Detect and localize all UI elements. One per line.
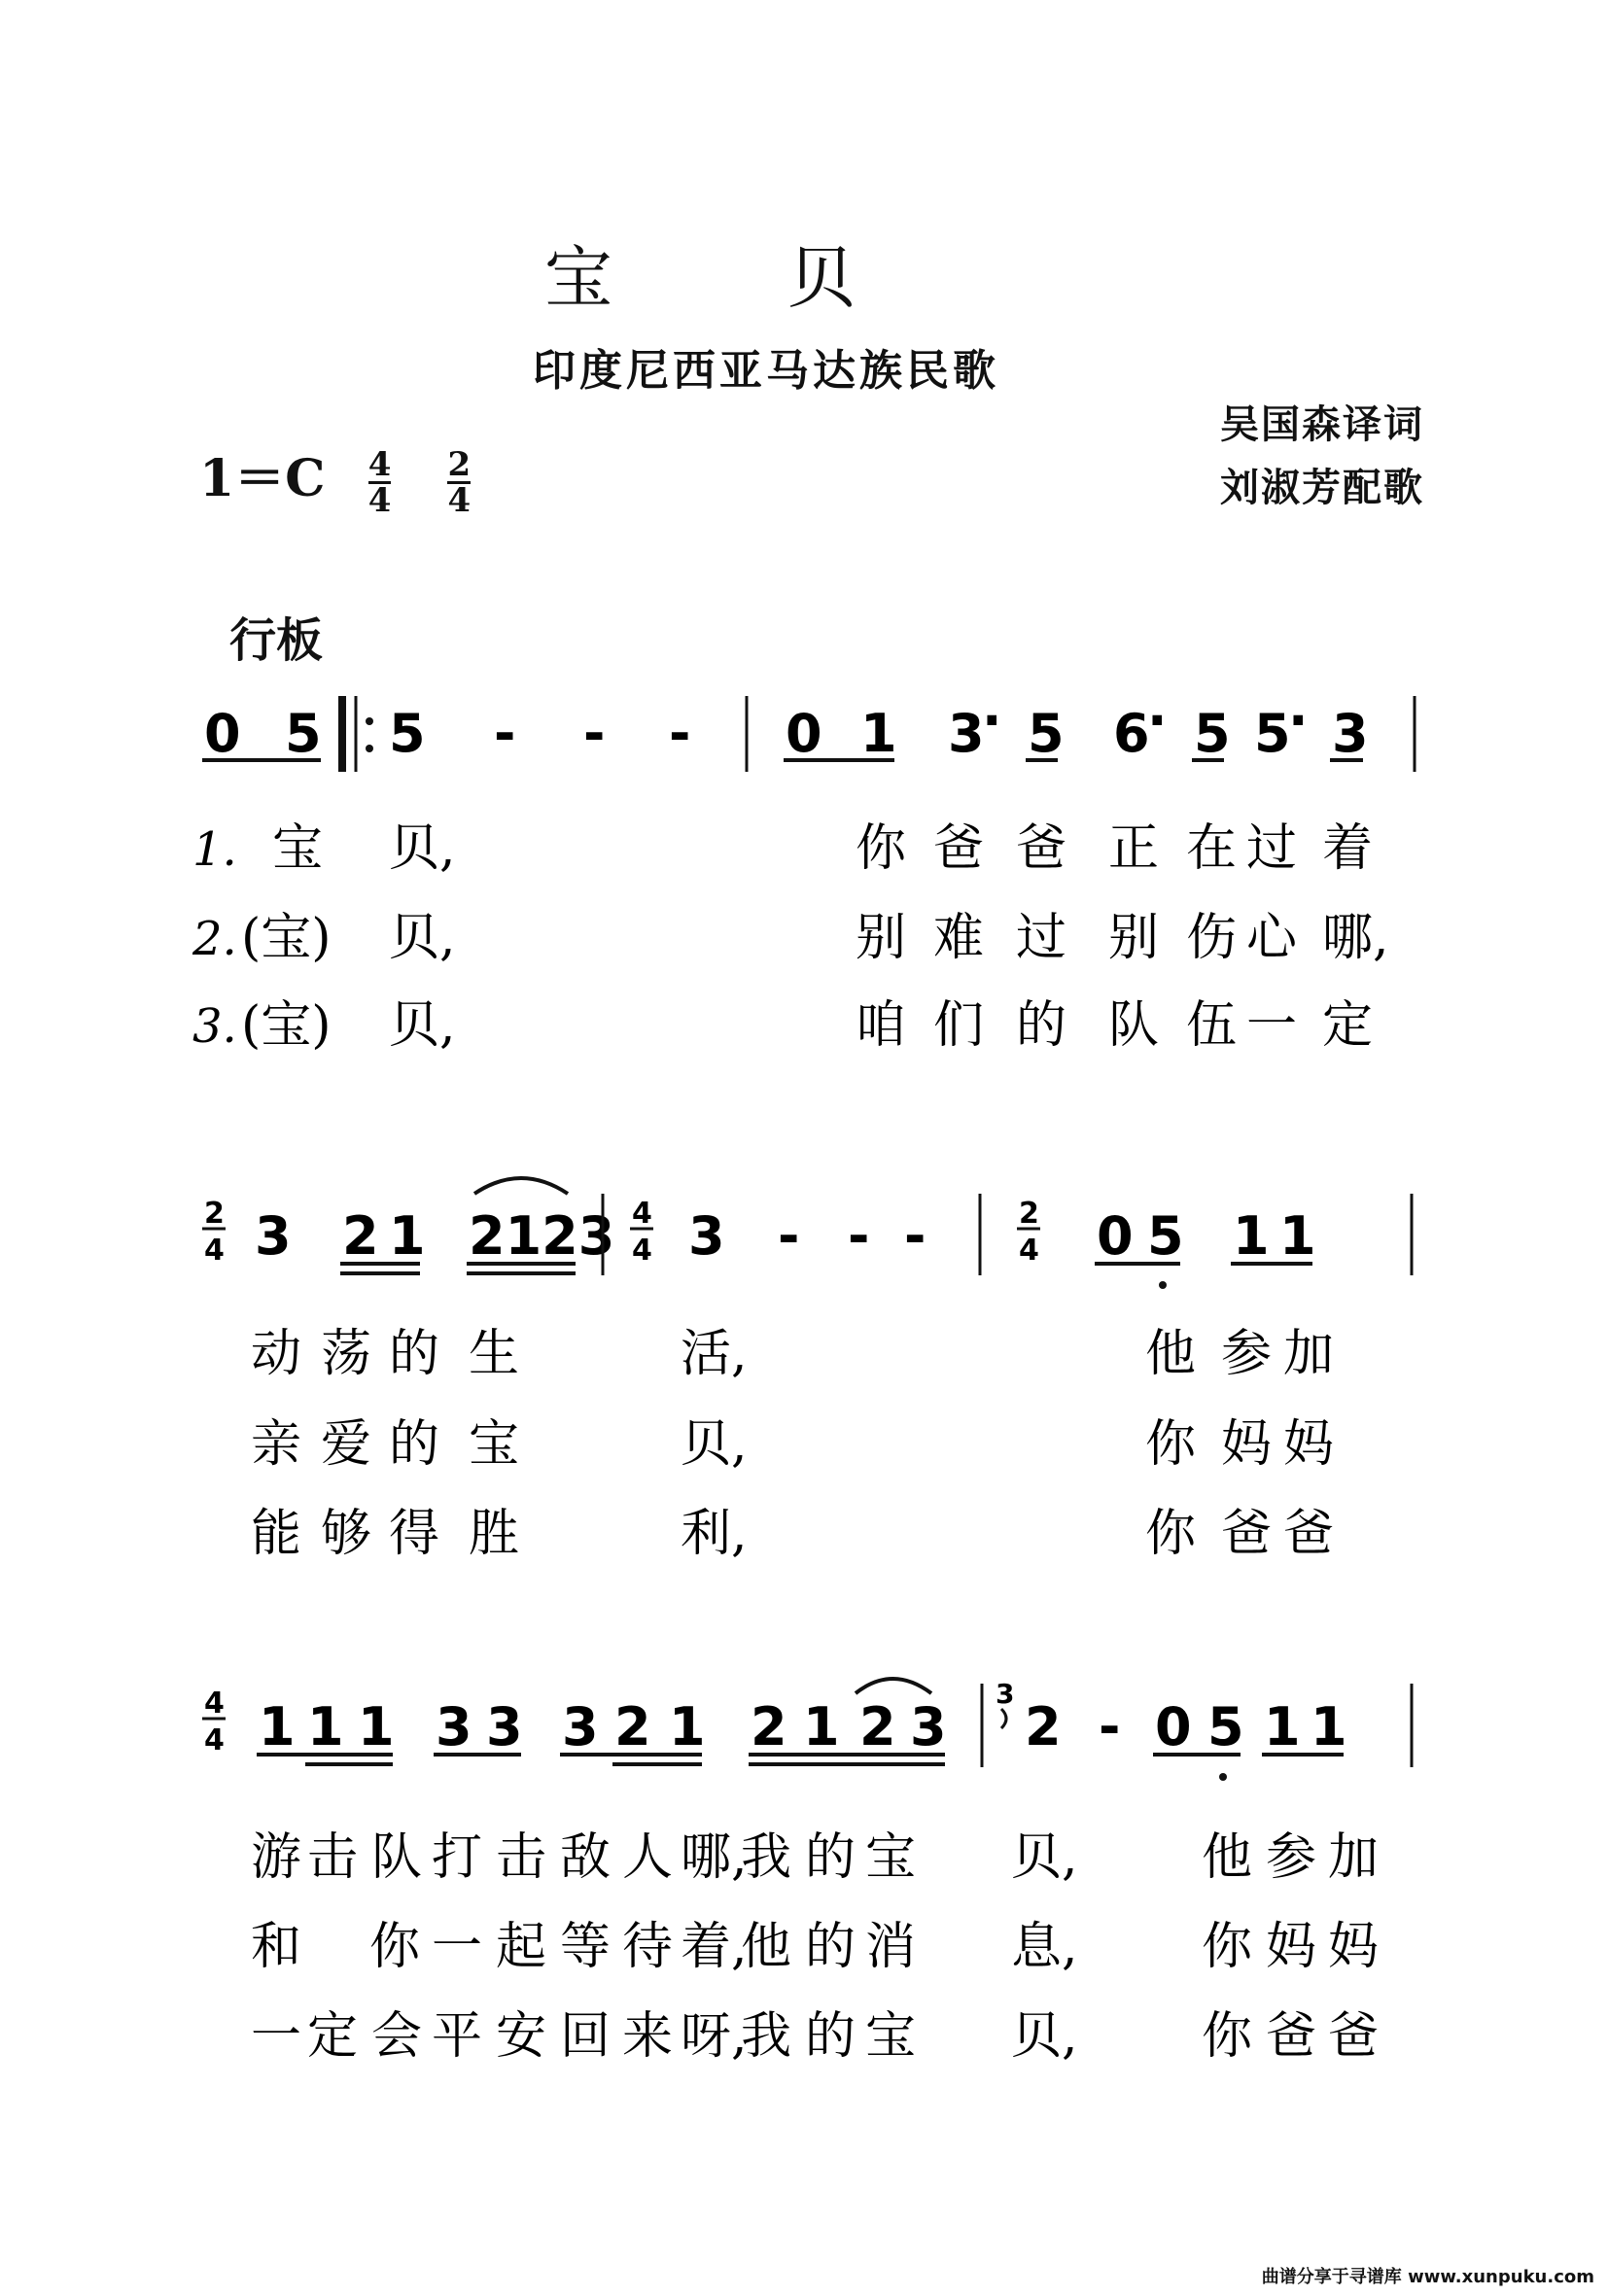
lyricist-credit: 吴国森译词 (1220, 402, 1424, 447)
lyric: 宝 (272, 819, 324, 878)
lyric: (宝) (241, 909, 332, 967)
repeat-dot (366, 717, 373, 725)
note: 1 (307, 1696, 344, 1757)
note: 3 (948, 703, 985, 764)
note: 3 (1332, 703, 1369, 764)
system-1 (192, 690, 1415, 1055)
meter-bottom: 4 (367, 481, 392, 520)
lyric: 队 (371, 1828, 423, 1887)
lyric: 宝 (865, 2007, 917, 2066)
note: 1 (1311, 1696, 1347, 1757)
verse-number: 2. (192, 912, 237, 966)
lyric: 一 (432, 1918, 483, 1976)
lyric: 荡 (321, 1325, 372, 1383)
verse-3 (192, 996, 1373, 1055)
dash: - (848, 1205, 870, 1267)
watermark-footer: 曲谱分享于寻谱库 www.xunpuku.com (1261, 2267, 1594, 2287)
dash: - (1099, 1696, 1121, 1757)
lyric: 咱 (856, 996, 907, 1055)
note: 2 (751, 1696, 787, 1757)
verse-2 (251, 1918, 1379, 1976)
lyric: 的 (1016, 996, 1067, 1055)
lyric: 伍 (1186, 996, 1238, 1055)
lyric: 打 (432, 1828, 483, 1887)
lyric: 人 (622, 1828, 674, 1887)
lyric: 爸 (933, 819, 985, 878)
note: 2 (614, 1696, 651, 1757)
note: 1 (1264, 1696, 1301, 1757)
meter-top: 2 (204, 1197, 225, 1231)
verse-3 (251, 1505, 1334, 1563)
grace-note: 3 (996, 1678, 1015, 1710)
note: 1 (803, 1696, 840, 1757)
lyric: 贝, (1011, 1828, 1078, 1887)
lyric: 等 (560, 1918, 612, 1976)
note: 2 (859, 1696, 896, 1757)
lyric: 妈 (1266, 1918, 1317, 1976)
verse-2 (192, 909, 1389, 967)
note: 0 (786, 703, 822, 764)
song-title: 宝贝 (544, 238, 1031, 318)
lyric: 利, (681, 1505, 748, 1563)
lyric: 得 (389, 1505, 440, 1563)
lyric: 爸 (1283, 1505, 1335, 1563)
lyric: 你 (1202, 1918, 1253, 1976)
lyric: 们 (933, 996, 985, 1055)
meter-top: 4 (204, 1687, 225, 1721)
verse-3 (251, 2007, 1379, 2066)
lyric: 他 (1145, 1325, 1197, 1383)
lyric: 的 (389, 1325, 440, 1383)
meter-bottom: 4 (447, 481, 472, 520)
note-group: 2123 (469, 1205, 615, 1267)
lyric: 宝 (865, 1828, 917, 1887)
lyric: 爱 (321, 1415, 372, 1474)
lyric: 我 (741, 2007, 792, 2066)
verse-1 (251, 1325, 1334, 1383)
lyric: 难 (933, 909, 985, 967)
lyric: 伤 (1186, 909, 1238, 967)
lyric: 别 (1108, 909, 1160, 967)
lyric: 参 (1221, 1325, 1273, 1383)
note: 2 (342, 1205, 379, 1267)
dash: - (583, 703, 606, 764)
song-origin: 印度尼西亚马达族民歌 (533, 346, 999, 396)
note: 1 (358, 1696, 395, 1757)
lyric: 加 (1328, 1828, 1380, 1887)
lyric: 定 (1322, 996, 1374, 1055)
lyric: 爸 (1266, 2007, 1317, 2066)
lyric: 你 (1145, 1505, 1197, 1563)
lyric: 生 (469, 1325, 520, 1383)
note: 0 (1097, 1205, 1134, 1267)
note: 5 (285, 703, 322, 764)
lyric: 爸 (1221, 1505, 1273, 1563)
lyric: 别 (856, 909, 907, 967)
lyric: 的 (805, 1918, 856, 1976)
verse-2 (251, 1415, 1334, 1474)
lyric: 我 (741, 1828, 792, 1887)
lyric: 你 (1145, 1415, 1197, 1474)
meter-top: 4 (367, 445, 392, 484)
note: 3 (436, 1696, 472, 1757)
note: 0 (204, 703, 241, 764)
note: 5 (1028, 703, 1065, 764)
dot: · (982, 690, 1002, 751)
lyric: 平 (432, 2007, 483, 2066)
meter-top: 2 (447, 445, 472, 484)
meter-bottom: 4 (632, 1234, 652, 1268)
note: 1 (860, 703, 897, 764)
verse-number: 1. (192, 822, 237, 877)
lyric: 加 (1283, 1325, 1335, 1383)
lyric: 来 (622, 2007, 674, 2066)
octave-dot (1159, 1281, 1167, 1289)
lyric: 的 (805, 2007, 856, 2066)
lyric: 待 (622, 1918, 674, 1976)
system-2 (202, 1178, 1412, 1563)
dot: · (1147, 690, 1168, 751)
verse-1 (192, 819, 1373, 878)
lyric: 爸 (1328, 2007, 1380, 2066)
note: 3 (910, 1696, 947, 1757)
lyric: 一 (1246, 996, 1298, 1055)
lyric: 安 (496, 2007, 547, 2066)
lyric: 游 (251, 1828, 302, 1887)
lyric: 哪, (1322, 909, 1389, 967)
lyric: 贝, (389, 909, 456, 967)
lyric: 妈 (1328, 1918, 1380, 1976)
lyric: 过 (1016, 909, 1067, 967)
lyric: 在 (1186, 819, 1238, 878)
lyric: 你 (856, 819, 907, 878)
lyric: 他 (741, 1918, 792, 1976)
lyric: 击 (496, 1828, 547, 1887)
lyric: 敌 (560, 1828, 612, 1887)
meter-top: 2 (1019, 1197, 1039, 1231)
grace-slur (1001, 1709, 1006, 1728)
lyric: 贝, (389, 819, 456, 878)
lyric: 妈 (1221, 1415, 1273, 1474)
lyric: 消 (865, 1918, 917, 1976)
lyric: 定 (307, 2007, 359, 2066)
lyric: 你 (369, 1918, 421, 1976)
lyric: 够 (321, 1505, 372, 1563)
note: 3 (255, 1205, 292, 1267)
note: 3 (688, 1205, 725, 1267)
slur (474, 1178, 568, 1194)
lyric: 的 (389, 1415, 440, 1474)
key-label: 1＝C (199, 449, 326, 508)
dash: - (778, 1205, 800, 1267)
note: 2 (1025, 1696, 1062, 1757)
dash: - (669, 703, 691, 764)
lyric: 会 (371, 2007, 423, 2066)
note: 1 (1279, 1205, 1316, 1267)
system-3 (202, 1678, 1412, 2066)
lyric: 亲 (251, 1415, 302, 1474)
octave-dot (1219, 1773, 1227, 1781)
dot: · (1288, 690, 1309, 751)
lyric: 爸 (1016, 819, 1067, 878)
verse-number: 3. (192, 999, 237, 1054)
lyric: 参 (1266, 1828, 1317, 1887)
lyric: 他 (1202, 1828, 1253, 1887)
meter-bottom: 4 (204, 1234, 225, 1268)
lyric: 动 (251, 1325, 302, 1383)
lyric: 妈 (1283, 1415, 1335, 1474)
lyric: 心 (1246, 909, 1298, 967)
tempo-marking: 行板 (229, 613, 324, 668)
repeat-dot (366, 745, 373, 752)
meter-bottom: 4 (1019, 1234, 1039, 1268)
lyric: 的 (805, 1828, 856, 1887)
note: 5 (1254, 703, 1291, 764)
note: 0 (1155, 1696, 1192, 1757)
note: 5 (1147, 1205, 1184, 1267)
lyric: 着, (681, 1918, 748, 1976)
lyric: 贝, (1011, 2007, 1078, 2066)
note: 1 (259, 1696, 296, 1757)
slur (856, 1679, 931, 1693)
lyric: 你 (1202, 2007, 1253, 2066)
dash: - (904, 1205, 926, 1267)
lyric: 宝 (469, 1415, 520, 1474)
note: 3 (562, 1696, 599, 1757)
lyric: 贝, (389, 996, 456, 1055)
dash: - (494, 703, 516, 764)
lyric: 呀, (681, 2007, 748, 2066)
lyric: 击 (307, 1828, 359, 1887)
lyric: 胜 (469, 1505, 520, 1563)
note: 1 (669, 1696, 706, 1757)
lyric: 能 (251, 1505, 302, 1563)
repeat-thick-bar (338, 696, 346, 772)
lyric: 过 (1246, 819, 1298, 878)
arranger-credit: 刘淑芳配歌 (1220, 466, 1424, 510)
note: 1 (1233, 1205, 1270, 1267)
note: 1 (389, 1205, 426, 1267)
note: 3 (486, 1696, 523, 1757)
lyric: 回 (560, 2007, 612, 2066)
lyric: (宝) (241, 996, 332, 1055)
lyric: 队 (1108, 996, 1160, 1055)
meter-top: 4 (632, 1197, 652, 1231)
lyric: 着 (1322, 819, 1374, 878)
note: 5 (389, 703, 426, 764)
lyric: 贝, (681, 1415, 748, 1474)
lyric: 一 (251, 2007, 302, 2066)
note: 6 (1113, 703, 1150, 764)
lyric: 起 (496, 1918, 547, 1976)
note: 5 (1194, 703, 1231, 764)
verse-1 (251, 1828, 1379, 1887)
lyric: 正 (1108, 819, 1160, 878)
lyric: 活, (681, 1325, 748, 1383)
lyric: 和 (251, 1918, 302, 1976)
lyric: 哪, (681, 1828, 748, 1887)
note: 5 (1207, 1696, 1244, 1757)
meter-bottom: 4 (204, 1723, 225, 1757)
lyric: 息, (1011, 1918, 1078, 1976)
